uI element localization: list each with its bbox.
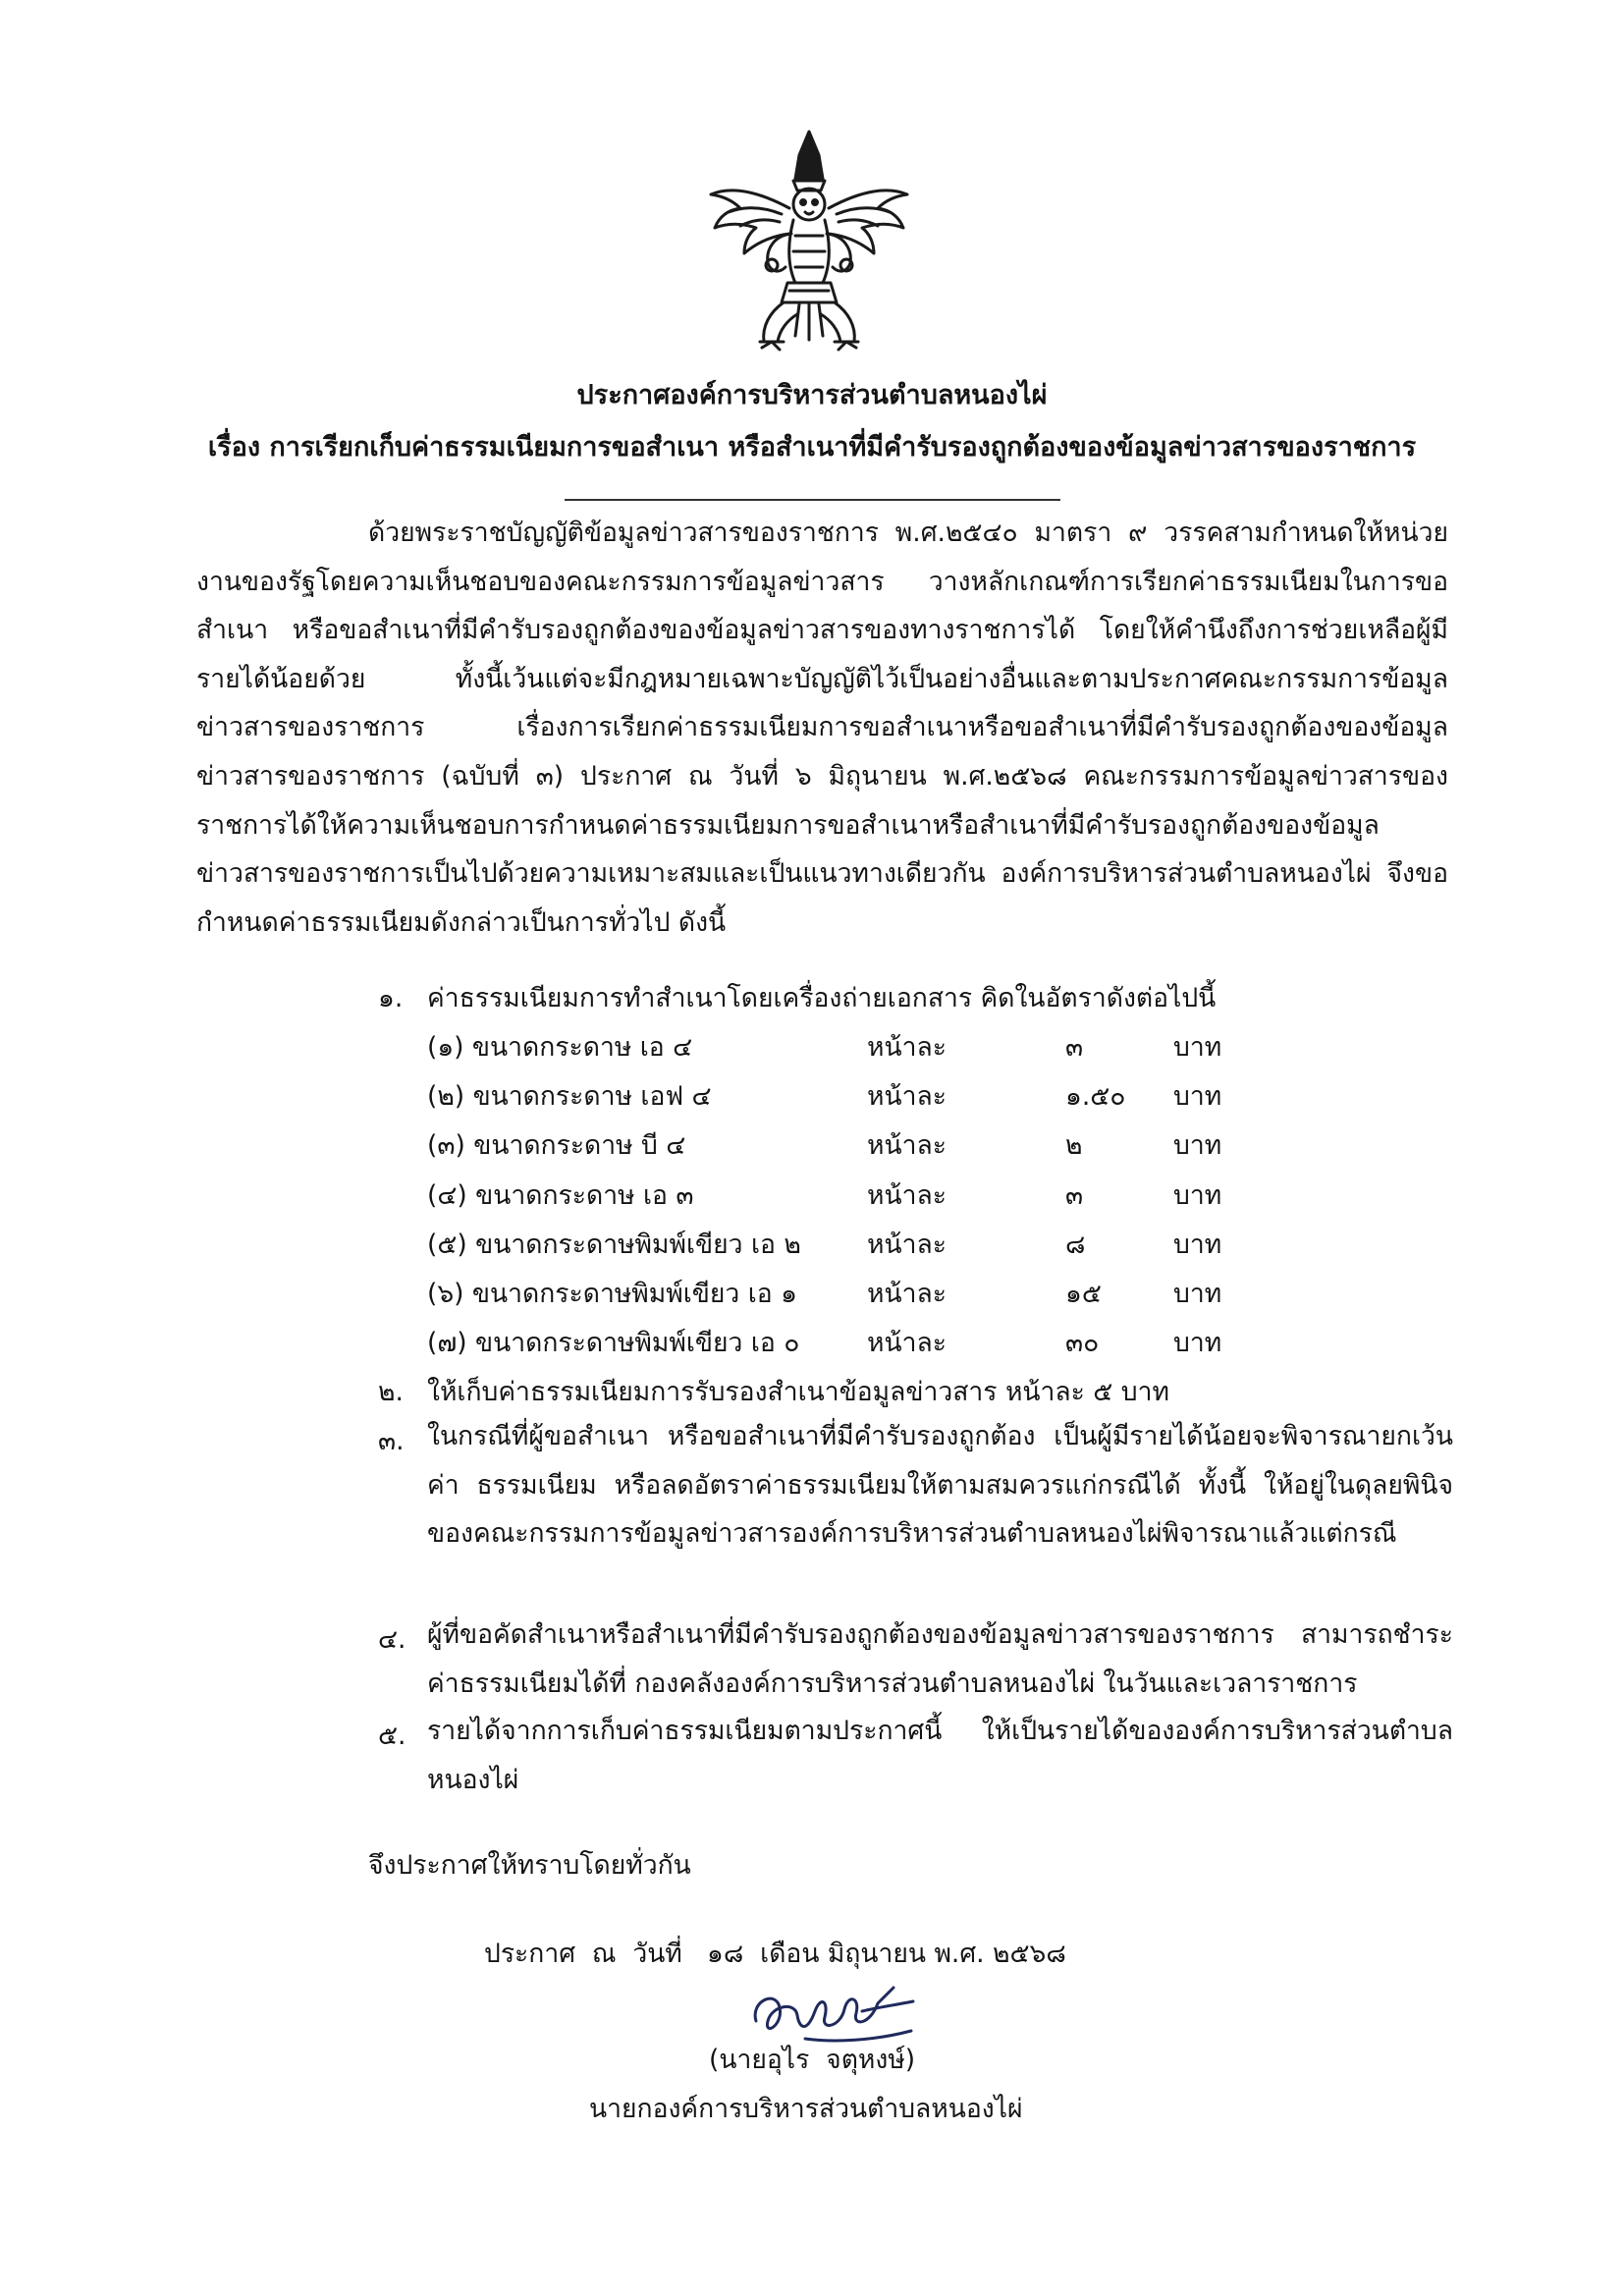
fee-label: (๖) ขนาดกระดาษพิมพ์เขียว เอ ๑ <box>427 1279 797 1309</box>
item-2-number: ๒. <box>378 1377 404 1407</box>
fee-label: (๑) ขนาดกระดาษ เอ ๔ <box>427 1032 693 1063</box>
closing-notice: จึงประกาศให้ทราบโดยทั่วกัน <box>368 1850 691 1881</box>
garuda-emblem-icon <box>705 126 913 354</box>
fee-amount: ๓ <box>1065 1180 1084 1211</box>
fee-label: (๔) ขนาดกระดาษ เอ ๓ <box>427 1180 694 1211</box>
item-4-text: ผู้ที่ขอคัดสำเนาหรือสำเนาที่มีคำรับรองถูกต้องของข้อมูลข่าวสารของราชการ สามารถชำระค่าธรรมเนียมได้ที่ กองคลังองค์การบริหารส่วนตำบลหนองไผ่ ในวันและเวลาราชการ <box>427 1619 1453 1699</box>
announcement-date: ประกาศ ณ วันที่ ๑๘ เดือน มิถุนายน พ.ศ. ๒๕๖๘ <box>484 1939 1066 1969</box>
item-1-text: ค่าธรรมเนียมการทำสำเนาโดยเครื่องถ่ายเอกสาร คิดในอัตราดังต่อไปนี้ <box>427 983 1217 1013</box>
item-5-text: รายได้จากการเก็บค่าธรรมเนียมตามประกาศนี้ ให้เป็นรายได้ขององค์การบริหารส่วนตำบลหนองไผ่ <box>427 1716 1453 1795</box>
fee-row <box>0 1175 1624 1214</box>
fee-currency: บาท <box>1173 1130 1222 1161</box>
fee-unit: หน้าละ <box>867 1230 947 1260</box>
fee-amount: ๑๕ <box>1065 1279 1102 1309</box>
fee-unit: หน้าละ <box>867 1081 947 1112</box>
announcement-title: ประกาศองค์การบริหารส่วนตำบลหนองไผ่ <box>576 380 1048 410</box>
fee-row <box>0 1273 1624 1312</box>
fee-currency: บาท <box>1173 1180 1222 1211</box>
intro-paragraph: ด้วยพระราชบัญญัติข้อมูลข่าวสารของราชการ พ.ศ.๒๕๔๐ มาตรา ๙ วรรคสามกำหนดให้หน่วยงานของรัฐโดยความเห็นชอบของคณะกรรมการข้อมูลข่าวสาร วางหลักเกณฑ์การเรียกค่าธรรมเนียมในการขอสำเนา หรือขอสำเนาที่มีคำรับรองถูกต้องของข้อมูลข่าวสารของทางราชการได้ โดยให้คำนึงถึงการช่วยเหลือผู้มีรายได้น้อยด้วย ทั้งนี้เว้นแต่จะมีกฎหมายเฉพาะบัญญัติไว้เป็นอย่างอื่นและตามประกาศคณะกรรมการข้อมูลข่าวสารของราชการ เรื่องการเรียกค่าธรรมเนียมการขอสำเนาหรือขอสำเนาที่มีคำรับรองถูกต้องของข้อมูลข่าวสารของราชการ (ฉบับที่ ๓) ประกาศ ณ วันที่ ๖ มิถุนายน พ.ศ.๒๕๖๘ คณะกรรมการข้อมูลข่าวสารของราชการได้ให้ความเห็นชอบการกำหนดค่าธรรมเนียมการขอสำเนาหรือสำเนาที่มีคำรับรองถูกต้องของข้อมูลข่าวสารของราชการเป็นไปด้วยความเหมาะสมและเป็นแนวทางเดียวกัน องค์การบริหารส่วนตำบลหนองไผ่ จึงขอกำหนดค่าธรรมเนียมดังกล่าวเป็นการทั่วไป ดังนี้ <box>196 518 1448 938</box>
fee-currency: บาท <box>1173 1230 1222 1260</box>
fee-label: (๒) ขนาดกระดาษ เอฟ ๔ <box>427 1081 712 1112</box>
fee-unit: หน้าละ <box>867 1279 947 1309</box>
fee-row <box>0 1322 1624 1361</box>
fee-row <box>0 1224 1624 1263</box>
fee-row <box>0 1075 1624 1115</box>
fee-amount: ๒ <box>1065 1130 1083 1161</box>
title-divider <box>565 499 1060 501</box>
signatory-name: (นายอุไร จตุหงษ์) <box>709 2045 916 2075</box>
fee-amount: ๓๐ <box>1065 1328 1100 1358</box>
fee-label: (๕) ขนาดกระดาษพิมพ์เขียว เอ ๒ <box>427 1230 801 1260</box>
fee-unit: หน้าละ <box>867 1328 947 1358</box>
fee-row <box>0 1124 1624 1164</box>
fee-label: (๓) ขนาดกระดาษ บี ๔ <box>427 1130 686 1161</box>
subject-line: เรื่อง การเรียกเก็บค่าธรรมเนียมการขอสำเนา หรือสำเนาที่มีคำรับรองถูกต้องของข้อมูลข่าวสารของราชการ <box>207 432 1417 463</box>
item-2-text: ให้เก็บค่าธรรมเนียมการรับรองสำเนาข้อมูลข่าวสาร หน้าละ ๕ บาท <box>427 1377 1169 1407</box>
fee-currency: บาท <box>1173 1032 1222 1063</box>
fee-row <box>0 1026 1624 1066</box>
fee-amount: ๓ <box>1065 1032 1084 1063</box>
item-1-number: ๑. <box>378 983 404 1013</box>
item-3-number: ๓. <box>378 1426 405 1456</box>
fee-label: (๗) ขนาดกระดาษพิมพ์เขียว เอ ๐ <box>427 1328 800 1358</box>
fee-currency: บาท <box>1173 1279 1222 1309</box>
fee-amount: ๘ <box>1065 1230 1086 1260</box>
fee-currency: บาท <box>1173 1081 1222 1112</box>
fee-amount: ๑.๕๐ <box>1065 1081 1126 1112</box>
fee-currency: บาท <box>1173 1328 1222 1358</box>
fee-unit: หน้าละ <box>867 1180 947 1211</box>
item-4-number: ๔. <box>378 1624 406 1655</box>
fee-unit: หน้าละ <box>867 1032 947 1063</box>
item-5-number: ๕. <box>378 1721 406 1751</box>
fee-unit: หน้าละ <box>867 1130 947 1161</box>
item-3-text: ในกรณีที่ผู้ขอสำเนา หรือขอสำเนาที่มีคำรับรองถูกต้อง เป็นผู้มีรายได้น้อยจะพิจารณายกเว้นค่า ธรรมเนียม หรือลดอัตราค่าธรรมเนียมให้ตามสมควรแก่กรณีได้ ทั้งนี้ ให้อยู่ในดุลยพินิจของคณะกรรมการข้อมูลข่าวสารองค์การบริหารส่วนตำบลหนองไผ่พิจารณาแล้วแต่กรณี <box>427 1421 1453 1549</box>
signatory-position: นายกองค์การบริหารส่วนตำบลหนองไผ่ <box>589 2094 1023 2124</box>
